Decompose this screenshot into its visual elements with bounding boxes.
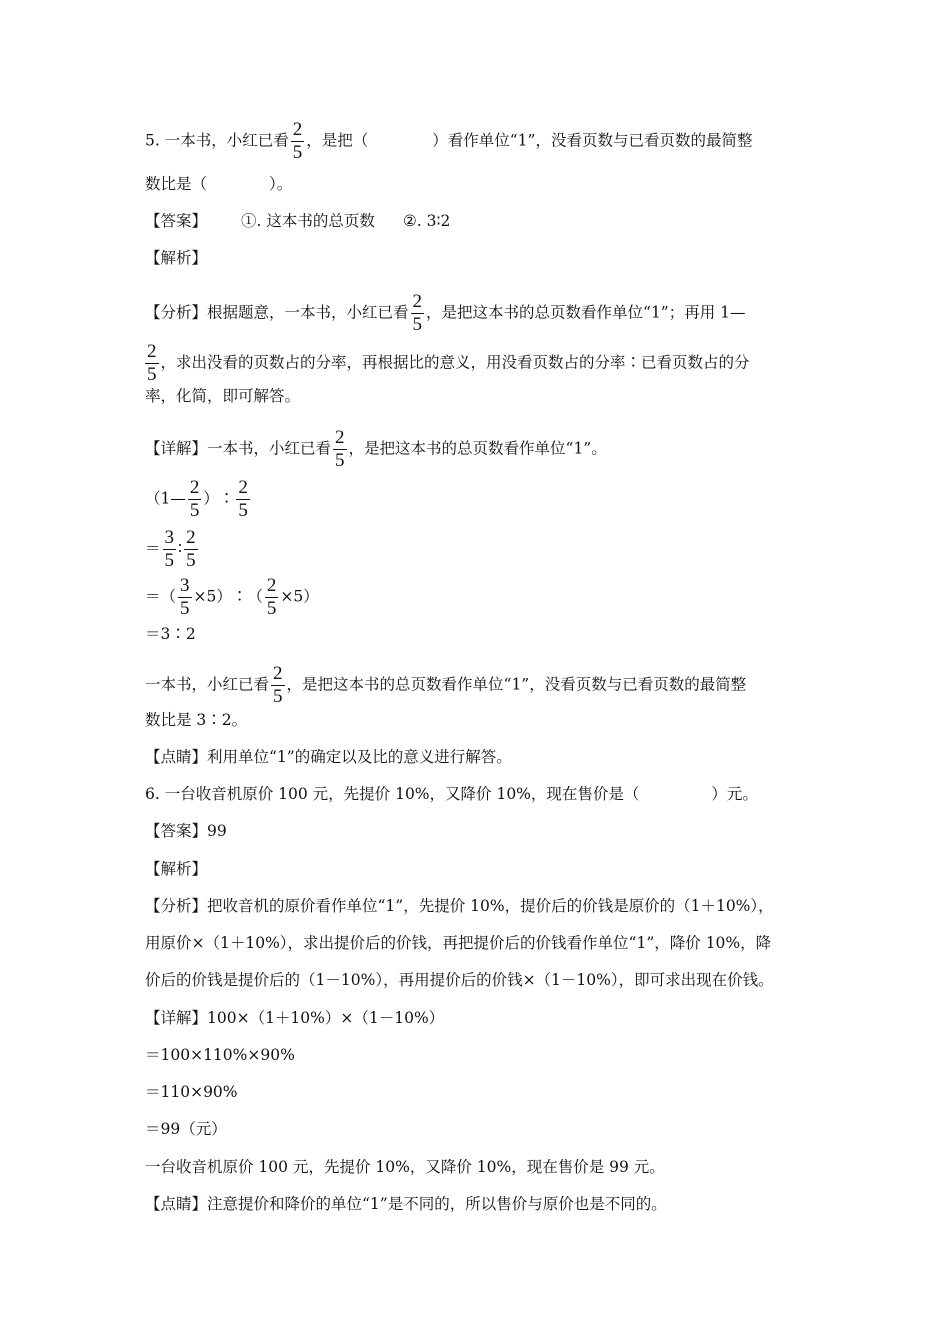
q6-answer: 【答案】99 (145, 822, 227, 840)
q5-calc-step2: ＝ $\frac{3}{5}$ ∶ $\frac{2}{5}$ (145, 527, 196, 571)
q6-analysis-line2: 用原价×（1＋10%），求出提价后的价钱，再把提价后的价钱看作单位“1”，降价 10%，降 (145, 934, 772, 952)
q5-stem-line2: 数比是（ ）。 (145, 175, 293, 193)
fraction-two-fifths: $\frac{2}{5}$ (186, 527, 196, 571)
fraction-three-fifths: $\frac{3}{5}$ (180, 575, 190, 619)
q6-calc-step3: ＝99（元） (145, 1120, 227, 1138)
answer-tag: 【答案】 (145, 212, 208, 230)
fraction-two-fifths: $\frac{2}{5}$ (147, 341, 157, 385)
q6-conclusion: 一台收音机原价 100 元，先提价 10%，又降价 10%，现在售价是 99 元。 (145, 1158, 665, 1176)
q5-conclusion-line1: 一本书，小红已看 $\frac{2}{5}$ ，是把这本书的总页数看作单位“1”，没看页数与已看页数的最简整 (145, 663, 747, 707)
q5-stem-text: ）看作单位“1”，没看页数与已看页数的最简整 (432, 131, 753, 150)
fraction-two-fifths: $\frac{2}{5}$ (292, 119, 303, 163)
q5-conclusion-line2: 数比是 3∶2。 (145, 711, 248, 729)
q5-answer (145, 211, 450, 231)
q6-detail: 【详解】100×（1＋10%）×（1－10%） (145, 1009, 445, 1027)
q6-jiexi-heading: 【解析】 (145, 860, 208, 878)
fraction-two-fifths: $\frac{2}{5}$ (266, 575, 277, 619)
q5-analysis-line2: $\frac{2}{5}$ ，求出没看的页数占的分率，再根据比的意义，用没看页数占的分率∶已看页数占的分 (147, 341, 750, 385)
q5-stem-text: 5. 一本书，小红已看 (145, 131, 289, 150)
fraction-two-fifths: $\frac{2}{5}$ (335, 427, 345, 471)
fraction-two-fifths: $\frac{2}{5}$ (412, 291, 423, 335)
q6-analysis-line3: 价后的价钱是提价后的（1－10%），再用提价后的价钱×（1－10%），即可求出现在价钱。 (145, 971, 774, 989)
q6-analysis-line1: 【分析】把收音机的原价看作单位“1”，先提价 10%，提价后的价钱是原价的（1＋10%）， (145, 897, 774, 915)
answer-blank-2: ②. 3∶2 (402, 212, 451, 230)
q5-detail-line1: 【详解】一本书，小红已看 $\frac{2}{5}$ ，是把这本书的总页数看作单位“1”。 (145, 427, 607, 471)
q5-calc-step3: ＝（ $\frac{3}{5}$ ×5）∶（ $\frac{2}{5}$ ×5） (145, 575, 319, 619)
fraction-three-fifths: $\frac{3}{5}$ (164, 527, 175, 571)
q5-stem-line1 (145, 120, 752, 163)
q5-jiexi-heading: 【解析】 (145, 249, 208, 267)
q6-calc-step1: ＝100×110%×90% (145, 1046, 295, 1064)
q5-analysis-line3: 率，化简，即可解答。 (145, 387, 301, 405)
q6-dianjing: 【点睛】注意提价和降价的单位“1”是不同的，所以售价与原价也是不同的。 (145, 1195, 667, 1213)
fraction-two-fifths: $\frac{2}{5}$ (238, 477, 248, 521)
q5-analysis-line1: 【分析】根据题意，一本书，小红已看 $\frac{2}{5}$ ，是把这本书的总页数看作单位“1”；再用 1— (145, 291, 746, 335)
q5-stem-text: ，是把（ (306, 131, 369, 150)
q5-calc-step1: （1— $\frac{2}{5}$ ）∶ $\frac{2}{5}$ (145, 477, 248, 521)
q5-calc-step4: ＝3∶2 (145, 625, 196, 643)
fraction-two-fifths: $\frac{2}{5}$ (273, 663, 283, 707)
q5-dianjing: 【点睛】利用单位“1”的确定以及比的意义进行解答。 (145, 748, 512, 766)
answer-blank-1: ①. 这本书的总页数 (241, 212, 375, 230)
q6-stem: 6. 一台收音机原价 100 元，先提价 10%，又降价 10%，现在售价是（ ）元。 (145, 785, 758, 803)
fraction-two-fifths: $\frac{2}{5}$ (189, 477, 200, 521)
q6-calc-step2: ＝110×90% (145, 1083, 238, 1101)
